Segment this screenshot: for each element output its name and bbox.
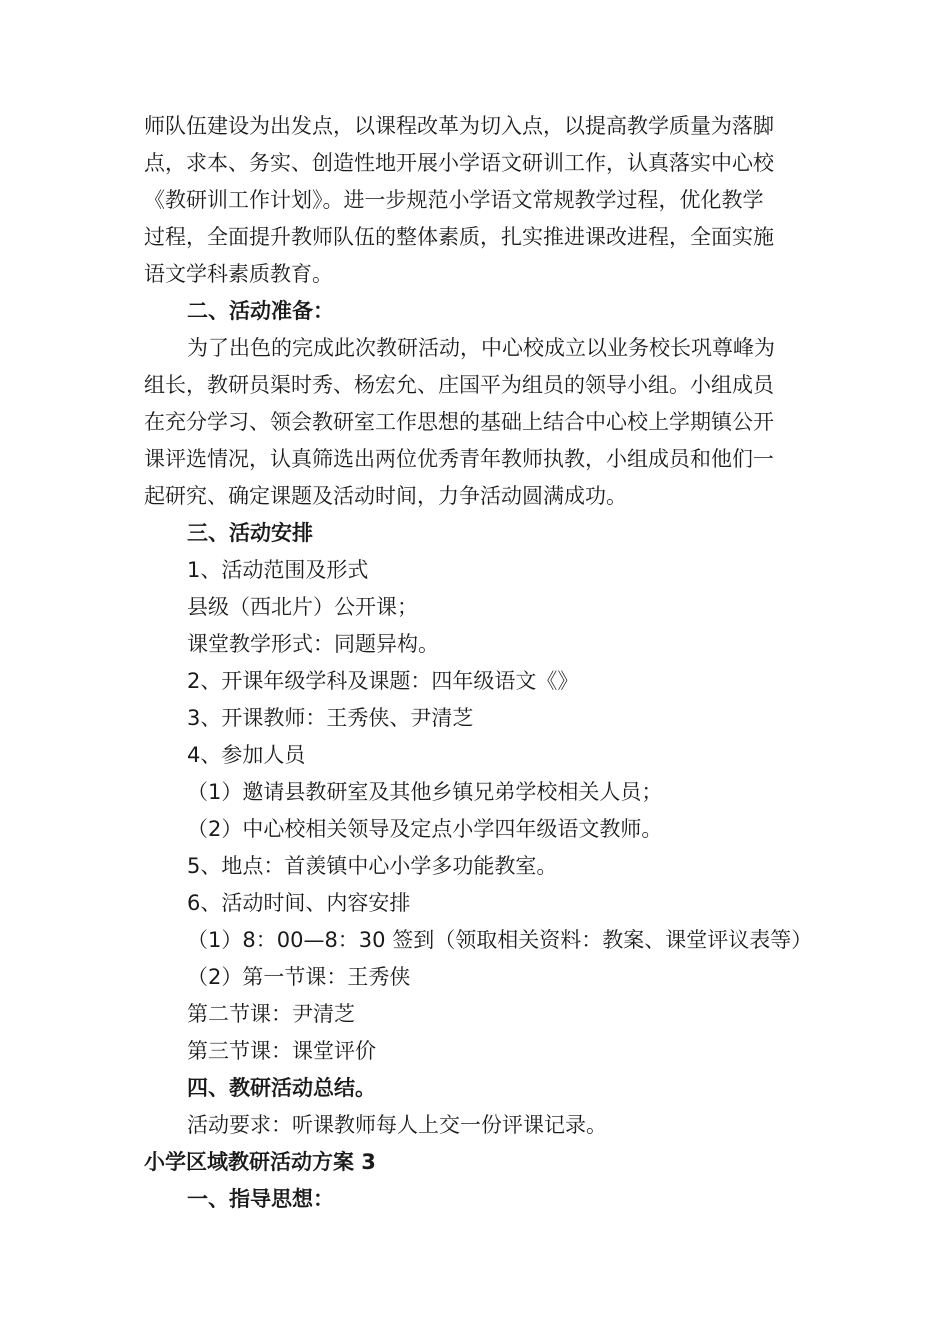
paragraph-line: 为了出色的完成此次教研活动，中心校成立以业务校长巩尊峰为 <box>187 336 775 360</box>
paragraph-line: 在充分学习、领会教研室工作思想的基础上结合中心校上学期镇公开 <box>144 410 774 434</box>
list-item: 第三节课：课堂评价 <box>187 1039 376 1063</box>
list-item: 3、开课教师：王秀侠、尹清芝 <box>187 706 474 730</box>
list-item: 课堂教学形式：同题异构。 <box>187 632 439 656</box>
paragraph-line: 语文学科素质教育。 <box>144 262 333 286</box>
list-item: （2）第一节课：王秀侠 <box>187 965 411 989</box>
list-item: （1）8：00—8：30 签到（领取相关资料：教案、课堂评议表等） <box>187 928 813 952</box>
document-body <box>144 108 834 1218</box>
paragraph-line: 起研究、确定课题及活动时间，力争活动圆满成功。 <box>144 484 627 508</box>
section-heading: 四、教研活动总结。 <box>187 1076 376 1100</box>
paragraph-line: 《教研训工作计划》。进一步规范小学语文常规教学过程，优化教学 <box>144 188 764 212</box>
section-heading: 三、活动安排 <box>187 521 313 545</box>
paragraph-line: 课评选情况，认真筛选出两位优秀青年教师执教，小组成员和他们一 <box>144 447 774 471</box>
paragraph-line: 过程，全面提升教师队伍的整体素质，扎实推进课改进程，全面实施 <box>144 225 774 249</box>
list-item: 4、参加人员 <box>187 743 306 767</box>
list-item: 2、开课年级学科及课题：四年级语文《》 <box>187 669 579 693</box>
list-item: 第二节课：尹清芝 <box>187 1002 355 1026</box>
paragraph-line: 活动要求：听课教师每人上交一份评课记录。 <box>187 1113 607 1137</box>
paragraph-line: 点，求本、务实、创造性地开展小学语文研训工作，认真落实中心校 <box>144 151 774 175</box>
list-item: （2）中心校相关领导及定点小学四年级语文教师。 <box>187 817 663 841</box>
list-item: 1、活动范围及形式 <box>187 558 369 582</box>
paragraph-line: 师队伍建设为出发点，以课程改革为切入点，以提高教学质量为落脚 <box>144 114 774 138</box>
section-heading: 二、活动准备： <box>187 299 334 323</box>
list-item: 6、活动时间、内容安排 <box>187 891 411 915</box>
list-item: （1）邀请县教研室及其他乡镇兄弟学校相关人员； <box>187 780 663 804</box>
list-item: 5、地点：首羡镇中心小学多功能教室。 <box>187 854 558 878</box>
section-heading: 一、指导思想： <box>187 1187 334 1211</box>
paragraph-line: 组长，教研员渠时秀、杨宏允、庄国平为组员的领导小组。小组成员 <box>144 373 774 397</box>
list-item: 县级（西北片）公开课； <box>187 595 418 619</box>
document-title: 小学区域教研活动方案 3 <box>144 1150 376 1174</box>
